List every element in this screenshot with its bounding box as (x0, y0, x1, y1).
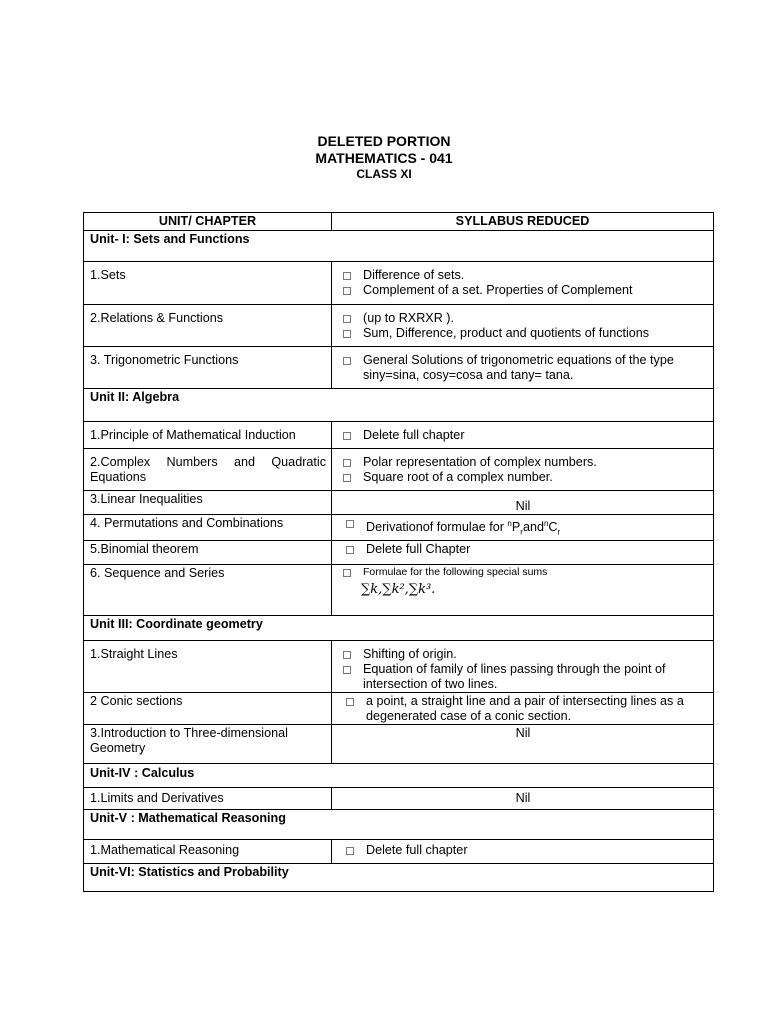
chapter-cell: 1.Limits and Derivatives (84, 787, 332, 809)
chapter-cell: 1.Straight Lines (84, 640, 332, 692)
list-item: Sum, Difference, product and quotients of functions (363, 326, 708, 341)
chapter-cell: 5.Binomial theorem (84, 540, 332, 564)
reduced-cell: Nil (332, 491, 714, 515)
reduced-cell (332, 449, 714, 491)
table-row (84, 491, 714, 515)
table-row (84, 515, 714, 541)
chapter-cell: 2.Complex Numbers and Quadratic Equations (84, 449, 332, 491)
reduced-cell (332, 839, 714, 863)
list-item: (up to RXRXR ). (363, 311, 708, 326)
class-title: CLASS XI (356, 167, 412, 181)
table-row (84, 422, 714, 449)
table-row (84, 262, 714, 305)
list-item: Complement of a set. Properties of Complement (363, 283, 708, 298)
table-row (84, 692, 714, 724)
table-row (84, 540, 714, 564)
unit-row (84, 389, 714, 422)
subject-title: MATHEMATICS - 041 (315, 150, 453, 166)
table-row (84, 564, 714, 615)
col-header-unit: UNIT/ CHAPTER (84, 213, 332, 231)
reduced-cell (332, 262, 714, 305)
unit-heading: Unit II: Algebra (84, 389, 714, 422)
reduced-cell (332, 422, 714, 449)
list-item: Polar representation of complex numbers. (363, 455, 708, 470)
reduced-cell (332, 515, 714, 541)
chapter-cell: 6. Sequence and Series (84, 564, 332, 615)
list-item: General Solutions of trigonometric equations of the type siny=sina, cosy=cosa and tany= tana. (363, 353, 708, 383)
table-row (84, 839, 714, 863)
list-item: Delete full chapter (366, 843, 708, 858)
unit-heading: Unit-V : Mathematical Reasoning (84, 809, 714, 839)
list-item: Square root of a complex number. (363, 470, 708, 485)
table-row (84, 640, 714, 692)
reduced-cell (332, 347, 714, 389)
reduced-cell (332, 540, 714, 564)
reduced-cell (332, 305, 714, 347)
list-item: Difference of sets. (363, 268, 708, 283)
list-item: Formulae for the following special sums (363, 565, 708, 580)
list-item: a point, a straight line and a pair of intersecting lines as a degenerated case of a conic section. (366, 694, 708, 724)
chapter-cell: 4. Permutations and Combinations (84, 515, 332, 541)
list-item: Delete full chapter (363, 428, 708, 443)
chapter-cell: 3. Trigonometric Functions (84, 347, 332, 389)
syllabus-table (83, 212, 714, 892)
reduced-cell (332, 692, 714, 724)
table-row (84, 724, 714, 763)
reduced-cell: Nil (332, 787, 714, 809)
chapter-cell: 2.Relations & Functions (84, 305, 332, 347)
table-row (84, 787, 714, 809)
table-row (84, 347, 714, 389)
table-header-row (84, 213, 714, 231)
unit-heading: Unit-VI: Statistics and Probability (84, 863, 714, 891)
unit-heading: Unit-IV : Calculus (84, 763, 714, 787)
list-item: Derivationof formulae for $^nP_rand^nC_r$ (366, 516, 708, 540)
unit-row (84, 809, 714, 839)
unit-row (84, 615, 714, 640)
chapter-cell: 1.Mathematical Reasoning (84, 839, 332, 863)
col-header-syllabus: SYLLABUS REDUCED (332, 213, 714, 231)
unit-row (84, 863, 714, 891)
reduced-cell: Nil (332, 724, 714, 763)
chapter-cell: 2 Conic sections (84, 692, 332, 724)
list-item: Delete full Chapter (366, 542, 708, 557)
unit-row (84, 763, 714, 787)
unit-heading: Unit III: Coordinate geometry (84, 615, 714, 640)
reduced-cell (332, 564, 714, 615)
chapter-cell: 1.Principle of Mathematical Induction (84, 422, 332, 449)
document-title: DELETED PORTION (317, 133, 451, 149)
chapter-cell: 3.Linear Inequalities (84, 491, 332, 515)
table-row (84, 305, 714, 347)
chapter-cell: 3.Introduction to Three-dimensional Geometry (84, 724, 332, 763)
unit-row (84, 231, 714, 262)
reduced-cell (332, 640, 714, 692)
table-row (84, 449, 714, 491)
list-item: Equation of family of lines passing through the point of intersection of two lines. (363, 662, 708, 692)
list-item: Shifting of origin. (363, 647, 708, 662)
unit-heading: Unit- I: Sets and Functions (84, 231, 714, 262)
special-sums: ∑k,∑k²,∑k³. (361, 581, 436, 597)
chapter-cell: 1.Sets (84, 262, 332, 305)
